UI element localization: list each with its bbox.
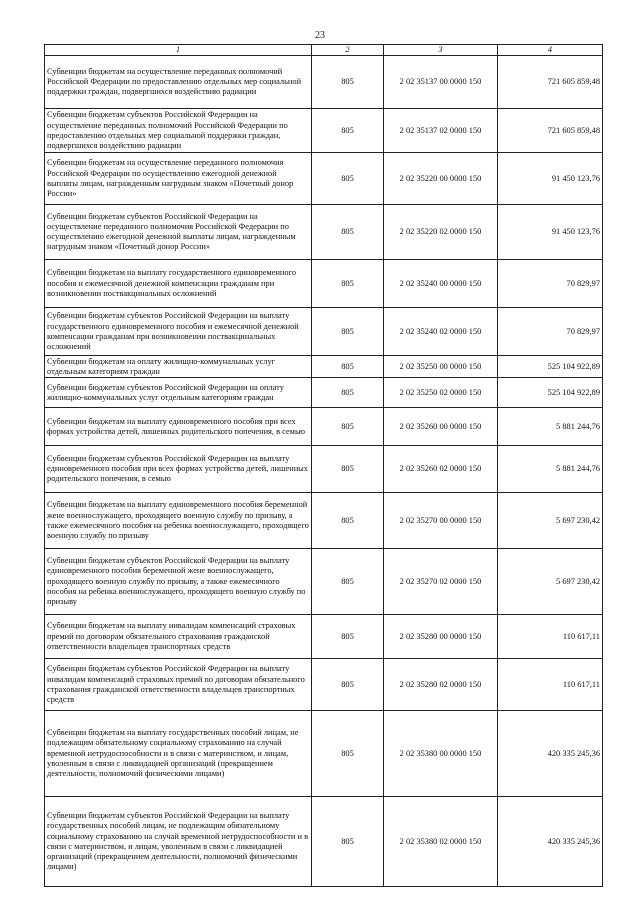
budget-code: 2 02 35260 02 0000 150	[384, 446, 498, 493]
admin-code: 805	[312, 659, 384, 711]
amount: 91 450 123,76	[498, 205, 603, 260]
table-row	[45, 446, 603, 493]
budget-code: 2 02 35380 02 0000 150	[384, 797, 498, 887]
amount: 110 617,11	[498, 615, 603, 659]
row-name: Субвенции бюджетам субъектов Российской Федерации на выплату инвалидам компенсаций страховых премий по договорам обязательного страхования гражданской ответственности владельцев транспортных средств	[45, 659, 312, 711]
admin-code: 805	[312, 356, 384, 378]
row-name: Субвенции бюджетам на выплату единовременного пособия при всех формах устройства детей, лишенных родительского попечения, в семью	[45, 408, 312, 446]
budget-code: 2 02 35280 00 0000 150	[384, 615, 498, 659]
row-name: Субвенции бюджетам на выплату единовременного пособия беременной жене военнослужащего, проходящего военную службу по призыву, а также ежемесячного пособия на ребенка военнослужащего, проходящего военную службу по призыву	[45, 493, 312, 549]
row-name: Субвенции бюджетам на выплату инвалидам компенсаций страховых премий по договорам обязательного страхования гражданской ответственности владельцев транспортных средств	[45, 615, 312, 659]
row-name: Субвенции бюджетам субъектов Российской Федерации на выплату государственного единовременного пособия и ежемесячной денежной компенсации гражданам при возникновении поствакцинальных осложнений	[45, 308, 312, 356]
admin-code: 805	[312, 615, 384, 659]
admin-code: 805	[312, 205, 384, 260]
amount: 525 104 922,89	[498, 356, 603, 378]
table-row	[45, 109, 603, 153]
budget-code: 2 02 35220 00 0000 150	[384, 153, 498, 205]
row-name: Субвенции бюджетам субъектов Российской Федерации на осуществление переданного полномочия Российской Федерации по осуществлению ежегодной денежной выплаты лицам, награжденным нагрудным знаком «Почетный донор России»	[45, 205, 312, 260]
amount: 70 829,97	[498, 260, 603, 308]
admin-code: 805	[312, 408, 384, 446]
column-number-row	[45, 45, 603, 56]
amount: 70 829,97	[498, 308, 603, 356]
row-name: Субвенции бюджетам на осуществление переданных полномочий Российской Федерации по предоставлению отдельных мер социальной поддержки граждан, подвергшихся воздействию радиации	[45, 56, 312, 109]
row-name: Субвенции бюджетам субъектов Российской Федерации на выплату единовременного пособия беременной жене военнослужащего, проходящего военную службу по призыву, а также ежемесячного пособия на ребенка военнослужащего, проходящего военную службу по призыву	[45, 549, 312, 615]
table-row	[45, 659, 603, 711]
budget-code: 2 02 35220 02 0000 150	[384, 205, 498, 260]
admin-code: 805	[312, 493, 384, 549]
row-name: Субвенции бюджетам на выплату государственных пособий лицам, не подлежащим обязательному социальному страхованию на случай временной нетрудоспособности и в связи с материнством, и лицам, уволенным в связи с ликвидацией организаций (прекращением деятельности, полномочий физическими лицами)	[45, 711, 312, 797]
amount: 525 104 922,89	[498, 378, 603, 408]
column-number: 1	[45, 45, 312, 56]
table-row	[45, 153, 603, 205]
table-row	[45, 356, 603, 378]
amount: 5 881 244,76	[498, 446, 603, 493]
table-row	[45, 308, 603, 356]
amount: 5 697 230,42	[498, 493, 603, 549]
row-name: Субвенции бюджетам субъектов Российской Федерации на выплату государственных пособий лицам, не подлежащим обязательному социальному страхованию на случай временной нетрудоспособности и в связи с материнством, и лицам, уволенным в связи с ликвидацией организаций (прекращением деятельности, полномочий физическими лицами)	[45, 797, 312, 887]
table-row	[45, 56, 603, 109]
table-row	[45, 260, 603, 308]
budget-code: 2 02 35250 02 0000 150	[384, 378, 498, 408]
amount: 91 450 123,76	[498, 153, 603, 205]
budget-code: 2 02 35280 02 0000 150	[384, 659, 498, 711]
table-row	[45, 711, 603, 797]
budget-code: 2 02 35380 00 0000 150	[384, 711, 498, 797]
admin-code: 805	[312, 56, 384, 109]
amount: 721 605 859,48	[498, 109, 603, 153]
column-number: 3	[384, 45, 498, 56]
table-row	[45, 615, 603, 659]
column-number: 4	[498, 45, 603, 56]
admin-code: 805	[312, 378, 384, 408]
admin-code: 805	[312, 308, 384, 356]
amount: 110 617,11	[498, 659, 603, 711]
table-row	[45, 205, 603, 260]
table-row	[45, 408, 603, 446]
budget-code: 2 02 35137 02 0000 150	[384, 109, 498, 153]
budget-code: 2 02 35260 00 0000 150	[384, 408, 498, 446]
admin-code: 805	[312, 549, 384, 615]
budget-code: 2 02 35250 00 0000 150	[384, 356, 498, 378]
table-row	[45, 493, 603, 549]
admin-code: 805	[312, 153, 384, 205]
page-number: 23	[315, 30, 325, 41]
budget-code: 2 02 35270 02 0000 150	[384, 549, 498, 615]
table-row	[45, 549, 603, 615]
admin-code: 805	[312, 797, 384, 887]
budget-code: 2 02 35137 00 0000 150	[384, 56, 498, 109]
amount: 721 605 859,48	[498, 56, 603, 109]
admin-code: 805	[312, 260, 384, 308]
table-row	[45, 378, 603, 408]
row-name: Субвенции бюджетам субъектов Российской Федерации на выплату единовременного пособия при всех формах устройства детей, лишенных родительского попечения, в семью	[45, 446, 312, 493]
column-number: 2	[312, 45, 384, 56]
amount: 5 881 244,76	[498, 408, 603, 446]
budget-code: 2 02 35270 00 0000 150	[384, 493, 498, 549]
table-row	[45, 797, 603, 887]
row-name: Субвенции бюджетам на осуществление переданного полномочия Российской Федерации по осуществлению ежегодной денежной выплаты лицам, награжденным нагрудным знаком «Почетный донор России»	[45, 153, 312, 205]
amount: 5 697 230,42	[498, 549, 603, 615]
row-name: Субвенции бюджетам на оплату жилищно-коммунальных услуг отдельным категориям граждан	[45, 356, 312, 378]
row-name: Субвенции бюджетам на выплату государственного единовременного пособия и ежемесячной денежной компенсации гражданам при возникновении поствакцинальных осложнений	[45, 260, 312, 308]
budget-code: 2 02 35240 00 0000 150	[384, 260, 498, 308]
row-name: Субвенции бюджетам субъектов Российской Федерации на оплату жилищно-коммунальных услуг отдельным категориям граждан	[45, 378, 312, 408]
amount: 420 335 245,36	[498, 711, 603, 797]
budget-code: 2 02 35240 02 0000 150	[384, 308, 498, 356]
amount: 420 335 245,36	[498, 797, 603, 887]
budget-table	[44, 44, 603, 887]
admin-code: 805	[312, 446, 384, 493]
row-name: Субвенции бюджетам субъектов Российской Федерации на осуществление переданных полномочий Российской Федерации по предоставлению отдельных мер социальной поддержки граждан, подвергшихся воздействию радиации	[45, 109, 312, 153]
admin-code: 805	[312, 109, 384, 153]
admin-code: 805	[312, 711, 384, 797]
